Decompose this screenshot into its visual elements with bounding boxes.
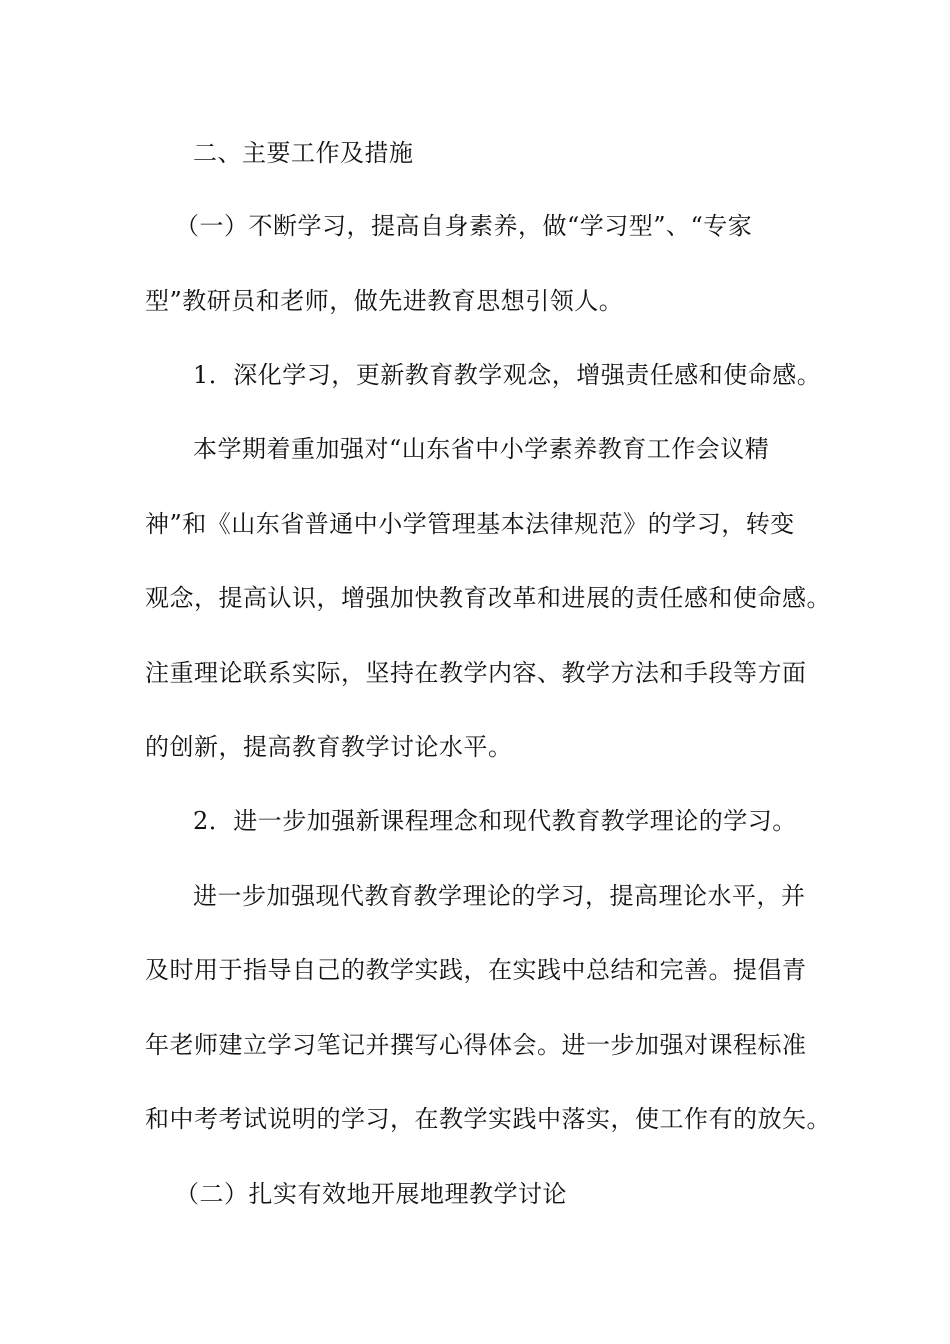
- paragraph-line: 及时用于指导自己的教学实践，在实践中总结和完善。提倡青: [145, 956, 807, 984]
- paragraph-line: 神”和《山东省普通中小学管理基本法律规范》的学习，转变: [145, 510, 795, 538]
- item-heading: 2．进一步加强新课程理念和现代教育教学理论的学习。: [193, 807, 797, 835]
- paragraph-line: 本学期着重加强对“山东省中小学素养教育工作会议精: [193, 435, 770, 463]
- paragraph-line: 注重理论联系实际，坚持在教学内容、教学方法和手段等方面: [145, 659, 807, 687]
- subsection-heading: （二）扎实有效地开展地理教学讨论: [175, 1180, 567, 1208]
- paragraph-line: 和中考考试说明的学习，在教学实践中落实，使工作有的放矢。: [145, 1105, 831, 1133]
- section-heading: 二、主要工作及措施: [193, 139, 414, 167]
- item-heading: 1．深化学习，更新教育教学观念，增强责任感和使命感。: [193, 361, 822, 389]
- paragraph-line: 型”教研员和老师，做先进教育思想引领人。: [145, 287, 624, 315]
- paragraph-line: 进一步加强现代教育教学理论的学习，提高理论水平，并: [193, 882, 806, 910]
- subsection-heading: （一）不断学习，提高自身素养，做“学习型”、“专家: [175, 212, 753, 240]
- paragraph-line: 的创新，提高教育教学讨论水平。: [145, 733, 513, 761]
- paragraph-line: 年老师建立学习笔记并撰写心得体会。进一步加强对课程标准: [145, 1031, 807, 1059]
- paragraph-line: 观念，提高认识，增强加快教育改革和进展的责任感和使命感。: [145, 584, 831, 612]
